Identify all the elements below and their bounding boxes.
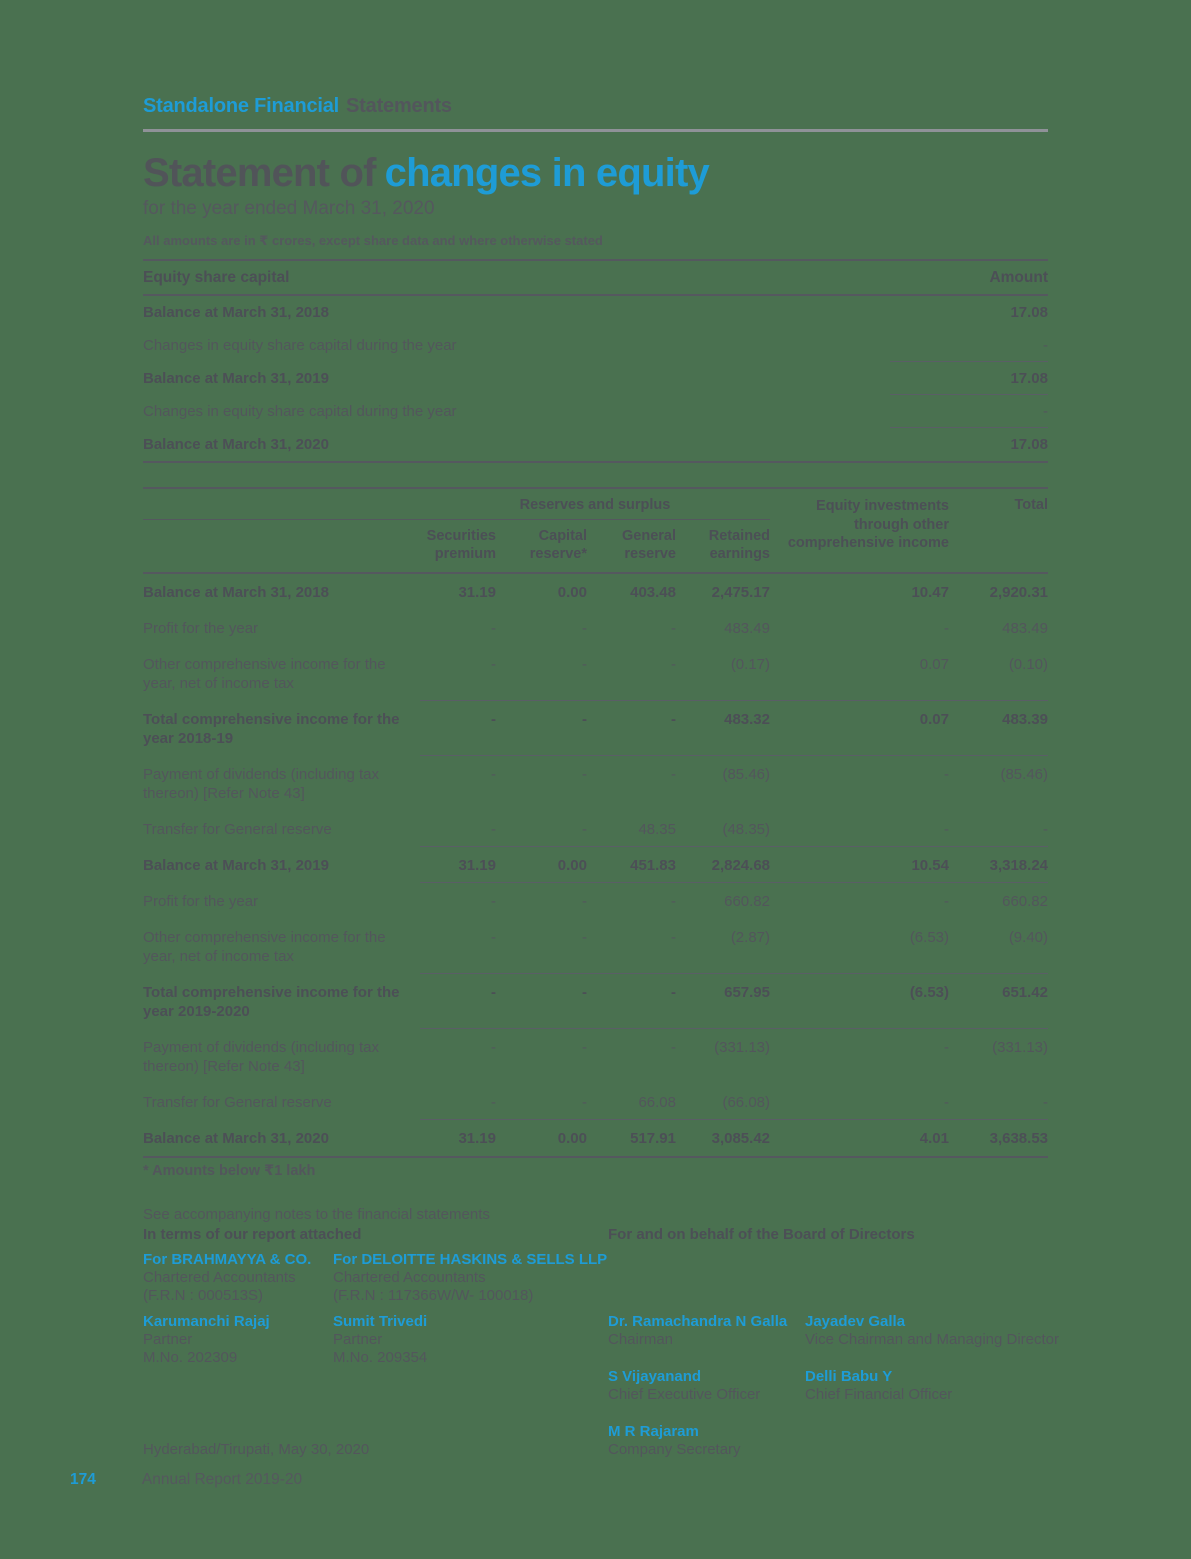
cell-capital-reserve: -	[582, 821, 587, 838]
cell-securities-premium: 31.19	[458, 857, 496, 874]
cell-oci: -	[944, 766, 949, 783]
cell-general-reserve: -	[671, 929, 676, 946]
signer-2-role: Partner	[333, 1331, 383, 1348]
cell-oci: -	[944, 620, 949, 637]
table-row	[143, 646, 1048, 701]
row-label: Balance at March 31, 2019	[143, 370, 329, 387]
row-label: Total comprehensive income for the year 2019-2020	[143, 984, 400, 1020]
audit-firm-1-frn: (F.R.N : 000513S)	[143, 1287, 264, 1304]
row-label: Balance at March 31, 2020	[143, 436, 329, 453]
cell-oci: 10.54	[911, 857, 949, 874]
column-header-total: Total	[1014, 497, 1048, 513]
board-member-cfo	[805, 1368, 1048, 1423]
row-label: Balance at March 31, 2019	[143, 857, 329, 874]
cell-securities-premium: -	[491, 1039, 496, 1056]
cell-capital-reserve: -	[582, 1039, 587, 1056]
reserves-group-header-text: Reserves and surplus	[519, 497, 671, 513]
board-member-role: Chairman	[608, 1331, 674, 1348]
row-label: Changes in equity share capital during the year	[143, 337, 457, 354]
accompanying-notes-line: See accompanying notes to the financial statements	[143, 1206, 490, 1223]
cell-securities-premium: 31.19	[458, 1130, 496, 1147]
cell-securities-premium: -	[491, 984, 496, 1001]
eyebrow-rest-text: Statements	[346, 95, 452, 117]
spacer	[608, 1251, 805, 1313]
cell-oci: 4.01	[919, 1130, 949, 1147]
cell-securities-premium: -	[491, 656, 496, 673]
board-member-vice-chairman	[805, 1313, 1060, 1368]
cell-retained-earnings: 2,824.68	[711, 857, 770, 874]
cell-total: (0.10)	[1008, 656, 1048, 673]
signature-block	[143, 1226, 1060, 1459]
table-row	[143, 811, 1048, 847]
table-row	[143, 1029, 1048, 1084]
column-header-retained-earnings: Retained earnings	[708, 527, 770, 563]
divider	[143, 129, 1048, 132]
cell-capital-reserve: -	[582, 1094, 587, 1111]
cell-securities-premium: 31.19	[458, 584, 496, 601]
audit-firm-1-type: Chartered Accountants	[143, 1269, 296, 1286]
page-title	[143, 151, 1048, 195]
board-member-role: Vice Chairman and Managing Director	[805, 1331, 1060, 1348]
row-label: Payment of dividends (including tax thereon) [Refer Note 43]	[143, 1039, 379, 1075]
column-header-general-reserve: General reserve	[622, 527, 676, 563]
row-label: Other comprehensive income for the year, net of income tax	[143, 929, 386, 965]
audit-firm-2	[333, 1251, 608, 1313]
amounts-note: All amounts are in ₹ crores, except share data and where otherwise stated	[143, 233, 603, 248]
eyebrow-accent-text: Standalone Financial	[143, 95, 340, 117]
board-member-chairman	[608, 1313, 805, 1368]
row-label: Balance at March 31, 2018	[143, 584, 329, 601]
cell-securities-premium: -	[491, 711, 496, 728]
cell-amount: 17.08	[1010, 436, 1048, 453]
cell-total: 3,638.53	[989, 1130, 1048, 1147]
row-label: Profit for the year	[143, 893, 259, 910]
audit-firm-2-frn: (F.R.N : 117366W/W- 100018)	[333, 1287, 534, 1304]
report-name: Annual Report 2019-20	[141, 1471, 303, 1488]
column-header-amount: Amount	[989, 269, 1048, 286]
spacer	[805, 1251, 1048, 1313]
signer-1	[143, 1313, 333, 1368]
table-body	[143, 296, 1048, 461]
cell-general-reserve: 48.35	[638, 821, 676, 838]
table-row	[143, 919, 1048, 974]
table-row	[143, 1120, 1048, 1156]
equity-share-capital-table	[143, 259, 1048, 463]
cell-amount: -	[1043, 403, 1048, 420]
section-eyebrow	[143, 95, 1048, 118]
table-row	[143, 329, 1048, 362]
board-member-name: Dr. Ramachandra N Galla	[608, 1313, 788, 1330]
cell-securities-premium: -	[491, 1094, 496, 1111]
cell-total: 3,318.24	[989, 857, 1048, 874]
cell-total: (9.40)	[1008, 929, 1048, 946]
cell-securities-premium: -	[491, 766, 496, 783]
cell-capital-reserve: -	[582, 766, 587, 783]
table-row	[143, 574, 1048, 610]
audit-firm-1	[143, 1251, 333, 1313]
board-member-name: M R Rajaram	[608, 1423, 699, 1440]
table-row	[143, 847, 1048, 883]
cell-total: (331.13)	[992, 1039, 1048, 1056]
cell-general-reserve: 403.48	[630, 584, 676, 601]
header-left-group	[143, 489, 770, 572]
spacer	[805, 1423, 1048, 1459]
board-member-role: Company Secretary	[608, 1441, 741, 1458]
cell-amount: 17.08	[1010, 370, 1048, 387]
row-label: Balance at March 31, 2020	[143, 1130, 329, 1147]
cell-retained-earnings: 483.49	[724, 620, 770, 637]
cell-general-reserve: 66.08	[638, 1094, 676, 1111]
board-member-name: Jayadev Galla	[805, 1313, 906, 1330]
cell-securities-premium: -	[491, 929, 496, 946]
signer-1-role: Partner	[143, 1331, 193, 1348]
column-header-securities-premium: Securities premium	[426, 527, 496, 563]
audit-firm-2-type: Chartered Accountants	[333, 1269, 486, 1286]
cell-securities-premium: -	[491, 821, 496, 838]
page-title-prefix: Statement of	[143, 151, 376, 195]
signer-2-name: Sumit Trivedi	[333, 1313, 428, 1330]
row-label: Balance at March 31, 2018	[143, 304, 329, 321]
signer-1-name: Karumanchi Rajaj	[143, 1313, 270, 1330]
board-member-name: S Vijayanand	[608, 1368, 702, 1385]
cell-oci: 0.07	[919, 711, 949, 728]
audit-firm-2-name: For DELOITTE HASKINS & SELLS LLP	[333, 1251, 608, 1268]
cell-capital-reserve: 0.00	[557, 584, 587, 601]
row-label: Payment of dividends (including tax thereon) [Refer Note 43]	[143, 766, 379, 802]
cell-general-reserve: 451.83	[630, 857, 676, 874]
table-header-row	[143, 261, 1048, 296]
page-subtitle: for the year ended March 31, 2020	[143, 198, 435, 219]
board-member-role: Chief Financial Officer	[805, 1386, 953, 1403]
cell-retained-earnings: (48.35)	[722, 821, 770, 838]
place-and-date: Hyderabad/Tirupati, May 30, 2020	[143, 1441, 370, 1458]
cell-general-reserve: -	[671, 620, 676, 637]
cell-retained-earnings: 660.82	[724, 893, 770, 910]
page-title-accent: changes in equity	[384, 151, 709, 195]
cell-oci: -	[944, 1094, 949, 1111]
board-member-name: Delli Babu Y	[805, 1368, 893, 1385]
cell-amount: -	[1043, 337, 1048, 354]
table-row	[143, 756, 1048, 811]
table-row	[143, 1084, 1048, 1120]
board-member-company-secretary	[608, 1423, 805, 1459]
cell-capital-reserve: -	[582, 620, 587, 637]
row-label: Other comprehensive income for the year, net of income tax	[143, 656, 386, 692]
column-header-capital-reserve: Capital reserve*	[529, 527, 587, 563]
sub-column-headers	[143, 520, 770, 572]
cell-retained-earnings: (66.08)	[722, 1094, 770, 1111]
cell-oci: -	[944, 1039, 949, 1056]
cell-amount: 17.08	[1010, 304, 1048, 321]
audit-firm-1-name: For BRAHMAYYA & CO.	[143, 1251, 312, 1268]
board-member-role: Chief Executive Officer	[608, 1386, 761, 1403]
changes-in-equity-table	[143, 487, 1048, 1158]
cell-capital-reserve: -	[582, 656, 587, 673]
cell-general-reserve: -	[671, 1039, 676, 1056]
cell-general-reserve: -	[671, 711, 676, 728]
cell-total: 2,920.31	[989, 584, 1048, 601]
cell-general-reserve: 517.91	[630, 1130, 676, 1147]
cell-oci: -	[944, 893, 949, 910]
signer-2-membership: M.No. 209354	[333, 1349, 428, 1366]
cell-oci: (6.53)	[909, 929, 949, 946]
spacer	[333, 1423, 608, 1459]
page-footer	[70, 1471, 302, 1489]
cell-retained-earnings: (85.46)	[722, 766, 770, 783]
table-row	[143, 883, 1048, 919]
cell-total: 483.49	[1002, 620, 1048, 637]
signer-1-membership: M.No. 202309	[143, 1349, 238, 1366]
cell-capital-reserve: -	[582, 893, 587, 910]
page-number: 174	[70, 1471, 96, 1488]
cell-capital-reserve: -	[582, 929, 587, 946]
column-header-label: Equity share capital	[143, 269, 290, 286]
cell-general-reserve: -	[671, 893, 676, 910]
spacer	[143, 1368, 333, 1423]
cell-total: -	[1043, 1094, 1048, 1111]
row-label: Transfer for General reserve	[143, 821, 332, 838]
table-row	[143, 428, 1048, 461]
cell-retained-earnings: (2.87)	[730, 929, 770, 946]
cell-capital-reserve: 0.00	[557, 1130, 587, 1147]
cell-oci: 10.47	[911, 584, 949, 601]
cell-retained-earnings: 657.95	[724, 984, 770, 1001]
table-row	[143, 296, 1048, 329]
signer-2	[333, 1313, 608, 1368]
cell-general-reserve: -	[671, 656, 676, 673]
cell-total: 651.42	[1002, 984, 1048, 1001]
table-body	[143, 574, 1048, 1156]
row-label: Profit for the year	[143, 620, 259, 637]
cell-retained-earnings: 2,475.17	[711, 584, 770, 601]
cell-total: -	[1043, 821, 1048, 838]
row-label: Total comprehensive income for the year 2018-19	[143, 711, 400, 747]
cell-capital-reserve: 0.00	[557, 857, 587, 874]
report-heading: In terms of our report attached	[143, 1226, 362, 1243]
cell-total: 483.39	[1002, 711, 1048, 728]
cell-total: 660.82	[1002, 893, 1048, 910]
cell-general-reserve: -	[671, 984, 676, 1001]
cell-retained-earnings: (0.17)	[730, 656, 770, 673]
cell-capital-reserve: -	[582, 984, 587, 1001]
board-heading: For and on behalf of the Board of Directors	[608, 1226, 915, 1243]
row-label: Transfer for General reserve	[143, 1094, 332, 1111]
cell-capital-reserve: -	[582, 711, 587, 728]
column-header-oci: Equity investments through other comprehensive income	[787, 498, 949, 552]
cell-retained-earnings: 3,085.42	[711, 1130, 770, 1147]
cell-retained-earnings: 483.32	[724, 711, 770, 728]
spacer	[333, 1368, 608, 1423]
cell-retained-earnings: (331.13)	[714, 1039, 770, 1056]
reserves-group-header	[143, 489, 770, 520]
table-footnote: * Amounts below ₹1 lakh	[143, 1163, 316, 1179]
cell-securities-premium: -	[491, 893, 496, 910]
table-row	[143, 974, 1048, 1029]
cell-oci: -	[944, 821, 949, 838]
cell-oci: (6.53)	[909, 984, 949, 1001]
cell-general-reserve: -	[671, 766, 676, 783]
page-content	[143, 0, 1060, 1459]
table-header	[143, 489, 1048, 574]
row-label: Changes in equity share capital during the year	[143, 403, 457, 420]
cell-oci: 0.07	[919, 656, 949, 673]
cell-total: (85.46)	[1000, 766, 1048, 783]
table-row	[143, 701, 1048, 756]
table-row	[143, 395, 1048, 428]
table-row	[143, 610, 1048, 646]
board-member-ceo	[608, 1368, 805, 1423]
table-row	[143, 362, 1048, 395]
cell-securities-premium: -	[491, 620, 496, 637]
